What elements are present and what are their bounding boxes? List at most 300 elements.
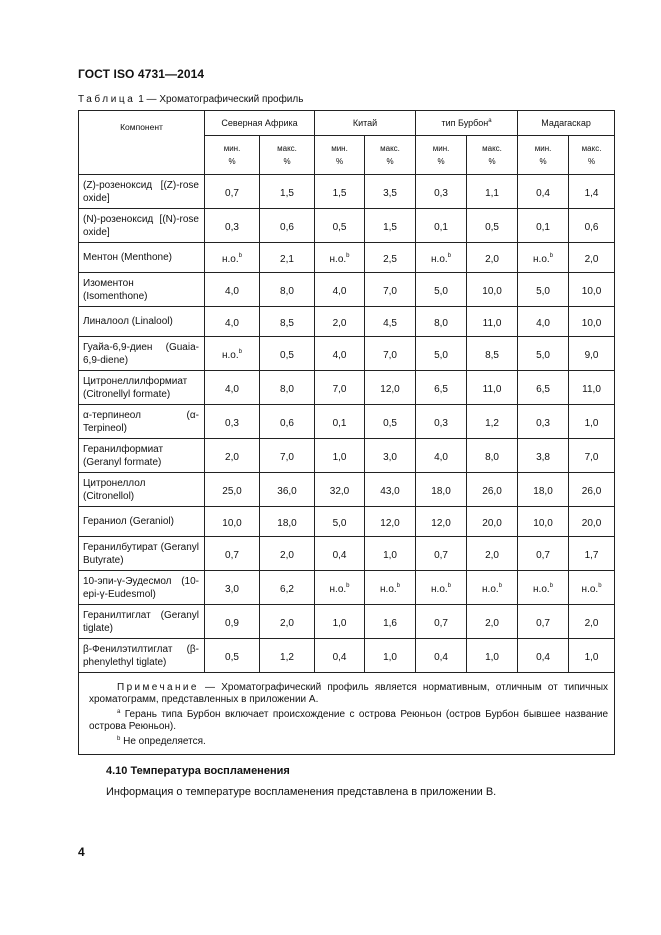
value-cell [569, 175, 615, 209]
not-determined-footnote-mark: b [447, 253, 452, 259]
value-cell [569, 473, 615, 507]
value-text: 0,1 [332, 417, 347, 429]
sub-header-unit: % [283, 157, 291, 166]
value-text: 20,0 [581, 517, 602, 529]
value-text: 1,0 [383, 549, 397, 561]
value-cell [365, 273, 416, 307]
value-text: 18,0 [431, 485, 451, 497]
not-determined-footnote-mark: b [346, 253, 350, 259]
document-code: ГОСТ ISO 4731—2014 [78, 67, 205, 81]
value-cell [416, 537, 467, 571]
value-cell [518, 571, 569, 605]
not-determined-footnote-mark: b [598, 583, 602, 589]
value-text: 43,0 [380, 485, 400, 497]
table-row [79, 605, 615, 639]
note-main [89, 682, 608, 706]
value-cell [205, 273, 260, 307]
value-text: 0,3 [536, 417, 550, 429]
value-cell [365, 439, 416, 473]
value-text: 1,4 [584, 187, 599, 199]
value-text: 5,0 [536, 285, 550, 297]
value-text: 3,0 [383, 451, 397, 463]
sub-header-cell [518, 136, 569, 175]
value-text: 0,1 [536, 221, 550, 233]
value-cell [569, 605, 615, 639]
value-cell [518, 371, 569, 405]
value-cell [315, 605, 365, 639]
value-text: 1,1 [485, 187, 499, 199]
value-cell [315, 175, 365, 209]
value-cell [260, 273, 315, 307]
value-text: 10,0 [581, 317, 602, 329]
value-cell [416, 243, 467, 273]
component-name: Цитронеллилформиат (Citronellyl formate) [79, 371, 205, 405]
value-cell [205, 507, 260, 537]
sub-header-label: мин. [223, 144, 241, 153]
value-cell [416, 175, 467, 209]
sub-header-unit: % [587, 157, 596, 166]
value-cell [365, 405, 416, 439]
value-cell [518, 175, 569, 209]
component-name: Цитронеллол (Citronellol) [79, 473, 205, 507]
value-cell [365, 571, 416, 605]
sub-header-unit: % [386, 157, 394, 166]
value-cell [467, 571, 518, 605]
value-text: 0,5 [280, 349, 294, 361]
value-cell [467, 639, 518, 673]
value-text: 1,7 [584, 549, 599, 561]
value-text: н.о. [431, 584, 448, 595]
value-cell [315, 337, 365, 371]
value-text: 1,6 [383, 617, 397, 629]
value-text: 5,0 [536, 349, 550, 361]
value-cell [260, 371, 315, 405]
value-cell [467, 439, 518, 473]
value-text: н.о. [329, 584, 347, 595]
value-cell [518, 605, 569, 639]
region-header-bourbon: тип Бурбон$^a$ [416, 111, 518, 136]
value-cell [260, 537, 315, 571]
value-text: 0,5 [332, 221, 347, 233]
value-cell [416, 337, 467, 371]
table-row [79, 209, 615, 243]
value-cell [205, 307, 260, 337]
value-text: 0,3 [225, 221, 239, 233]
value-text: 2,0 [280, 617, 294, 629]
table-row [79, 307, 615, 337]
value-text: 12,0 [380, 517, 400, 529]
value-text: 5,0 [434, 349, 448, 361]
value-text: 12,0 [431, 517, 451, 529]
value-cell [365, 639, 416, 673]
value-cell [569, 537, 615, 571]
table-row [79, 243, 615, 273]
component-name: Изоментон (Isomenthone) [79, 273, 205, 307]
value-cell [365, 507, 416, 537]
value-cell [467, 175, 518, 209]
sub-header-cell [260, 136, 315, 175]
value-cell [205, 243, 260, 273]
value-cell [260, 571, 315, 605]
value-text: 8,0 [485, 451, 499, 463]
value-cell [260, 405, 315, 439]
value-cell [365, 473, 416, 507]
value-text: 9,0 [584, 349, 599, 361]
value-cell [569, 307, 615, 337]
value-cell [518, 243, 569, 273]
region-header-north-africa: Северная Африка [205, 111, 315, 136]
table-caption-title: 1 — Хроматографический профиль [135, 94, 304, 105]
value-text: 4,0 [332, 349, 347, 361]
value-text: 1,5 [280, 187, 294, 199]
value-cell [467, 337, 518, 371]
value-cell [569, 639, 615, 673]
value-cell [365, 209, 416, 243]
value-text: 2,5 [383, 253, 397, 265]
value-cell [315, 507, 365, 537]
value-text: н.о. [222, 254, 239, 265]
value-text: н.о. [222, 350, 239, 361]
value-text: 10,0 [581, 285, 602, 297]
value-text: 8,0 [280, 285, 294, 297]
value-text: 1,2 [485, 417, 499, 429]
value-cell [467, 537, 518, 571]
chromatographic-profile-table [78, 110, 615, 755]
value-cell [315, 537, 365, 571]
value-text: 5,0 [332, 517, 347, 529]
component-name: (N)-розеноксид [(N)-rose oxide] [79, 209, 205, 243]
value-text: н.о. [533, 254, 550, 265]
value-text: 0,4 [536, 187, 550, 199]
value-text: 0,5 [225, 651, 239, 663]
value-cell [365, 307, 416, 337]
value-cell [467, 273, 518, 307]
value-cell [260, 307, 315, 337]
page-number: 4 [78, 845, 85, 859]
value-text: 2,0 [584, 253, 599, 265]
value-text: 0,5 [383, 417, 397, 429]
table-row [79, 537, 615, 571]
value-cell [260, 209, 315, 243]
not-determined-footnote-mark: b [238, 349, 242, 355]
value-text: 6,2 [280, 583, 294, 595]
component-name: Гераниол (Geraniol) [79, 507, 205, 537]
sub-header-cell [569, 136, 615, 175]
value-text: 7,0 [584, 451, 599, 463]
value-cell [569, 371, 615, 405]
value-cell [569, 405, 615, 439]
value-cell [260, 439, 315, 473]
value-cell [205, 537, 260, 571]
value-cell [205, 209, 260, 243]
value-text: 2,0 [584, 617, 599, 629]
sub-header-unit: % [228, 157, 236, 166]
value-text: 7,0 [383, 349, 397, 361]
value-text: 7,0 [383, 285, 397, 297]
value-cell [518, 639, 569, 673]
value-text: 6,5 [536, 383, 550, 395]
value-text: 4,0 [332, 285, 347, 297]
value-text: 3,5 [383, 187, 397, 199]
value-cell [467, 473, 518, 507]
value-text: 26,0 [482, 485, 502, 497]
value-cell [569, 571, 615, 605]
section-text: Информация о температуре воспламенения представлена в приложении В. [106, 786, 497, 798]
table-row [79, 571, 615, 605]
value-text: 26,0 [581, 485, 602, 497]
value-text: 36,0 [277, 485, 297, 497]
value-cell [569, 273, 615, 307]
value-text: 2,1 [280, 253, 294, 265]
value-cell [467, 243, 518, 273]
value-text: 1,0 [332, 617, 347, 629]
component-name: β-Фенилэтилтиглат (β-phenylethyl tiglate) [79, 639, 205, 673]
value-text: 7,0 [280, 451, 294, 463]
sub-header-unit: % [437, 157, 445, 166]
value-text: 18,0 [277, 517, 297, 529]
value-text: 1,0 [485, 651, 499, 663]
value-cell [569, 507, 615, 537]
value-text: 32,0 [329, 485, 350, 497]
value-cell [315, 405, 365, 439]
value-cell [205, 571, 260, 605]
value-text: 0,7 [434, 617, 448, 629]
note-label: Примечание [117, 682, 199, 693]
value-text: 8,5 [485, 349, 499, 361]
value-text: 8,0 [280, 383, 294, 395]
value-text: 10,0 [533, 517, 553, 529]
component-name: 10-эпи-γ-Эудесмол (10-epi-γ-Eudesmol) [79, 571, 205, 605]
value-cell [467, 507, 518, 537]
value-cell [260, 639, 315, 673]
value-cell [315, 639, 365, 673]
not-determined-footnote-mark: b [498, 583, 503, 589]
value-cell [365, 243, 416, 273]
not-determined-footnote-mark: b [447, 583, 452, 589]
value-cell [205, 605, 260, 639]
region-header-madagascar: Мадагаскар [518, 111, 615, 136]
value-text: 0,5 [485, 221, 499, 233]
value-cell [518, 405, 569, 439]
sub-header-label: макс. [277, 144, 297, 153]
value-cell [467, 605, 518, 639]
value-text: 0,4 [332, 549, 347, 561]
value-cell [518, 473, 569, 507]
value-text: 7,0 [332, 383, 347, 395]
value-cell [416, 605, 467, 639]
value-text: 10,0 [482, 285, 502, 297]
value-cell [260, 507, 315, 537]
table-row [79, 371, 615, 405]
value-cell [416, 209, 467, 243]
value-cell [205, 405, 260, 439]
value-cell [416, 439, 467, 473]
value-text: 2,0 [485, 253, 499, 265]
value-text: 25,0 [222, 485, 242, 497]
value-text: 11,0 [482, 317, 502, 329]
value-cell [260, 243, 315, 273]
value-text: 1,2 [280, 651, 294, 663]
value-cell [315, 371, 365, 405]
section-heading: 4.10 Температура воспламенения [106, 765, 290, 777]
footnote-b-marker: b [117, 736, 121, 742]
value-text: 8,5 [280, 317, 294, 329]
table-row [79, 405, 615, 439]
component-name: α-терпинеол (α-Terpineol) [79, 405, 205, 439]
value-text: 0,3 [225, 417, 239, 429]
value-text: 0,7 [536, 549, 550, 561]
table-caption [78, 94, 303, 105]
component-name: Линалоол (Linalool) [79, 307, 205, 337]
table-caption-word: Таблица [78, 94, 136, 105]
value-text: 20,0 [482, 517, 502, 529]
value-cell [365, 175, 416, 209]
value-text: 18,0 [533, 485, 553, 497]
footnote-b [89, 733, 608, 748]
not-determined-footnote-mark: b [346, 583, 350, 589]
value-text: 2,0 [485, 617, 499, 629]
value-text: 0,7 [434, 549, 448, 561]
value-text: 8,0 [434, 317, 448, 329]
sub-header-label: мин. [331, 144, 348, 153]
value-text: 10,0 [222, 517, 242, 529]
value-cell [365, 337, 416, 371]
table-row [79, 273, 615, 307]
value-text: 0,6 [584, 221, 599, 233]
sub-header-label: макс. [581, 144, 602, 153]
table-row [79, 639, 615, 673]
value-cell [518, 537, 569, 571]
value-text: 6,5 [434, 383, 448, 395]
value-text: 0,6 [280, 221, 294, 233]
component-name: Гуайа-6,9-диен (Guaia-6,9-diene) [79, 337, 205, 371]
value-cell [365, 537, 416, 571]
value-cell [467, 405, 518, 439]
value-text: 0,7 [225, 549, 239, 561]
not-determined-footnote-mark: b [396, 583, 401, 589]
value-text: 1,5 [383, 221, 397, 233]
footnote-a-marker: a [117, 709, 121, 715]
footnote-b-text: Не определяется. [120, 736, 206, 747]
sub-header-cell [416, 136, 467, 175]
sub-header-cell [365, 136, 416, 175]
sub-header-unit: % [539, 157, 547, 166]
value-cell [365, 371, 416, 405]
value-cell [315, 273, 365, 307]
sub-header-label: макс. [380, 144, 400, 153]
value-cell [518, 273, 569, 307]
value-cell [260, 605, 315, 639]
not-determined-footnote-mark: b [549, 583, 554, 589]
table-row [79, 473, 615, 507]
value-text: н.о. [533, 584, 550, 595]
value-text: 2,0 [485, 549, 499, 561]
component-name: Геранилтиглат (Geranyl tiglate) [79, 605, 205, 639]
value-cell [205, 439, 260, 473]
value-text: 3,8 [536, 451, 550, 463]
value-cell [569, 243, 615, 273]
value-cell [416, 639, 467, 673]
value-cell [416, 473, 467, 507]
value-text: 11,0 [582, 383, 601, 395]
value-cell [205, 337, 260, 371]
value-cell [365, 605, 416, 639]
value-cell [467, 371, 518, 405]
value-text: н.о. [329, 254, 347, 265]
value-text: 0,6 [280, 417, 294, 429]
value-text: 2,0 [332, 317, 347, 329]
value-cell [315, 439, 365, 473]
value-text: 0,4 [536, 651, 550, 663]
value-cell [416, 273, 467, 307]
value-cell [315, 209, 365, 243]
sub-header-unit: % [488, 157, 496, 166]
value-cell [260, 473, 315, 507]
value-text: 1,0 [332, 451, 347, 463]
value-cell [416, 507, 467, 537]
sub-header-unit: % [335, 157, 344, 166]
table-note [79, 673, 615, 755]
value-text: н.о. [380, 584, 397, 595]
value-cell [315, 473, 365, 507]
value-text: 2,0 [280, 549, 294, 561]
component-name: Геранилформиат (Geranyl formate) [79, 439, 205, 473]
value-text: 3,0 [225, 583, 239, 595]
value-text: 0,1 [434, 221, 448, 233]
value-text: 0,7 [225, 187, 239, 199]
value-text: 0,4 [434, 651, 448, 663]
sub-header-cell [205, 136, 260, 175]
value-text: 12,0 [380, 383, 400, 395]
value-text: 1,5 [332, 187, 347, 199]
value-cell [315, 571, 365, 605]
value-cell [205, 639, 260, 673]
value-text: 4,0 [536, 317, 550, 329]
note-text: — Хроматографический профиль является нормативным, отличным от типичных хроматограмм, представленных в приложении А. [89, 682, 609, 705]
value-cell [569, 439, 615, 473]
value-text: н.о. [431, 254, 448, 265]
value-text: 4,5 [383, 317, 397, 329]
value-cell [205, 371, 260, 405]
value-text: н.о. [581, 584, 599, 595]
value-text: 1,0 [584, 417, 599, 429]
footnote-a-text: Герань типа Бурбон включает происхождение с острова Реюньон (остров Бурбон бывшее название острова Реюньон). [89, 709, 609, 732]
value-text: 0,9 [225, 617, 239, 629]
footnote-a [89, 706, 608, 733]
value-cell [569, 337, 615, 371]
value-text: 1,0 [584, 651, 599, 663]
value-cell [416, 371, 467, 405]
region-header-china: Китай [315, 111, 416, 136]
value-cell [518, 439, 569, 473]
value-cell [518, 307, 569, 337]
sub-header-label: мин. [432, 144, 450, 153]
value-text: 0,7 [536, 617, 550, 629]
sub-header-label: мин. [534, 144, 552, 153]
table-row [79, 439, 615, 473]
value-cell [260, 175, 315, 209]
value-text: 4,0 [225, 285, 239, 297]
table-row [79, 175, 615, 209]
value-text: 0,4 [332, 651, 347, 663]
value-cell [205, 175, 260, 209]
value-cell [315, 243, 365, 273]
value-cell [260, 337, 315, 371]
value-cell [416, 405, 467, 439]
value-cell [518, 209, 569, 243]
component-header: Компонент [79, 111, 205, 175]
value-text: 4,0 [225, 317, 239, 329]
